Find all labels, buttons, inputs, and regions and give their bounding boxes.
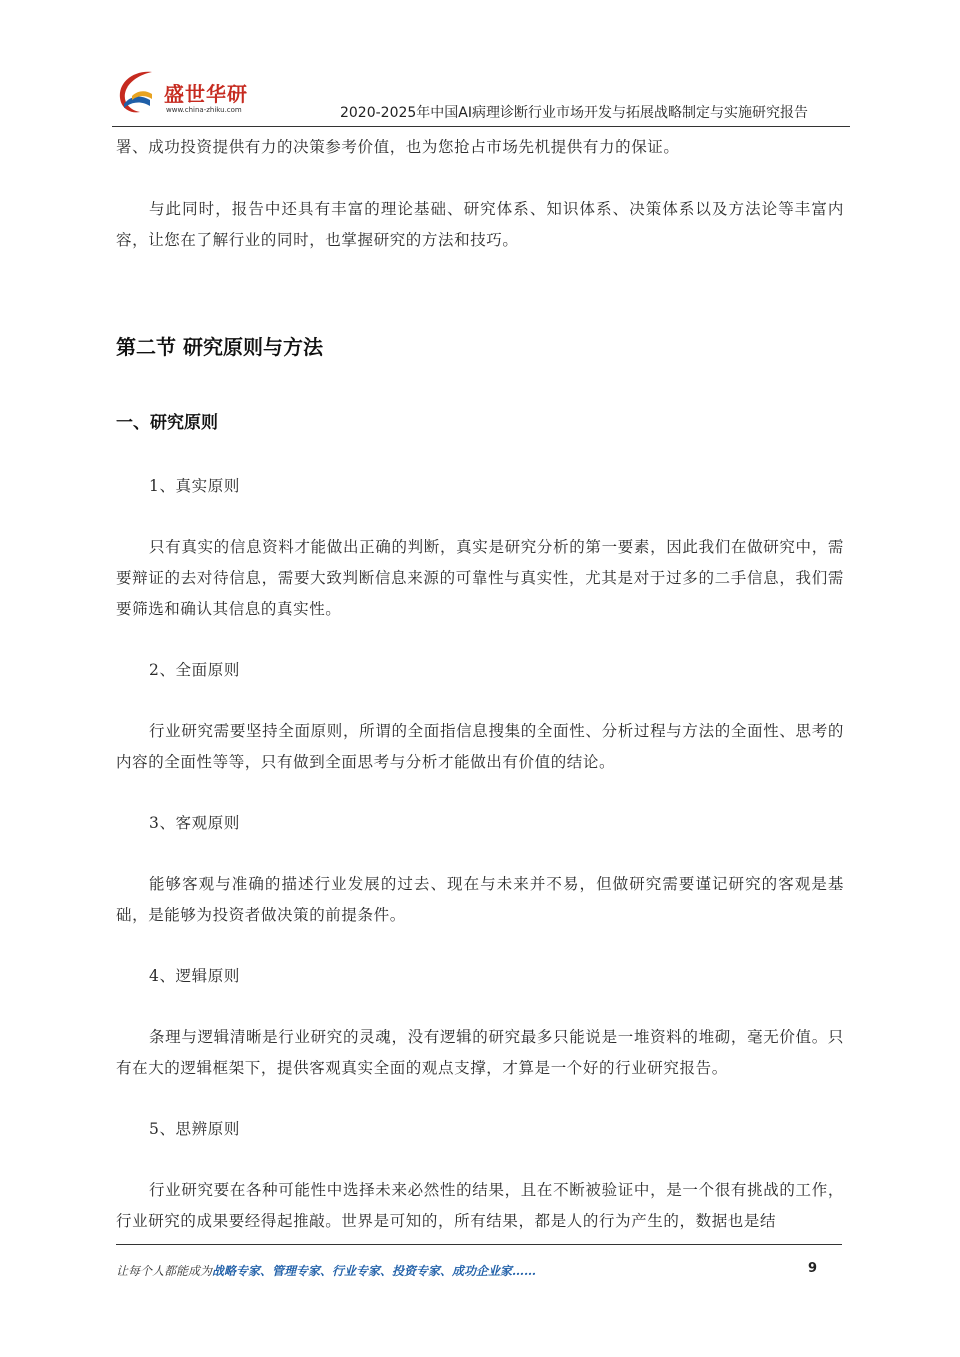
principle-title: 3、客观原则 — [149, 814, 240, 832]
footer-divider — [116, 1244, 842, 1245]
principle-title: 5、思辨原则 — [149, 1120, 240, 1138]
principle-title: 2、全面原则 — [149, 661, 240, 679]
principle-text: 行业研究需要坚持全面原则，所谓的全面指信息搜集的全面性、分析过程与方法的全面性、思考的内容的全面性等等，只有做到全面思考与分析才能做出有价值的结论。 — [116, 722, 844, 771]
logo-text: 盛世华研 — [164, 82, 248, 106]
principle-text: 只有真实的信息资料才能做出正确的判断，真实是研究分析的第一要素，因此我们在做研究中，需要辩证的去对待信息，需要大致判断信息来源的可靠性与真实性，尤其是对于过多的二手信息，我们需要筛选和确认其信息的真实性。 — [116, 538, 844, 618]
principle-text: 行业研究要在各种可能性中选择未来必然性的结果，且在不断被验证中，是一个很有挑战的工作，行业研究的成果要经得起推敲。世界是可知的，所有结果，都是人的行为产生的，数据也是结 — [116, 1181, 844, 1230]
page-content — [116, 132, 844, 1237]
principle-title: 1、真实原则 — [149, 477, 240, 495]
report-title: 2020-2025年中国AI病理诊断行业市场开发与拓展战略制定与实施研究报告 — [339, 105, 808, 121]
subsection-heading: 一、研究原则 — [116, 413, 218, 433]
logo-url: www.china-zhiku.com — [166, 106, 242, 114]
paragraph-continued: 署、成功投资提供有力的决策参考价值，也为您抢占市场先机提供有力的保证。 — [116, 138, 680, 156]
principle-text: 条理与逻辑清晰是行业研究的灵魂，没有逻辑的研究最多只能说是一堆资料的堆砌，毫无价值。只有在大的逻辑框架下，提供客观真实全面的观点支撑，才算是一个好的行业研究报告。 — [116, 1028, 844, 1077]
section-heading: 第二节 研究原则与方法 — [116, 335, 323, 359]
slogan-prefix: 让每个人都能成为 — [116, 1264, 213, 1278]
logo-emblem-icon — [112, 66, 164, 118]
header-divider — [112, 126, 850, 127]
page-header — [112, 62, 850, 126]
principle-text: 能够客观与准确的描述行业发展的过去、现在与未来并不易，但做研究需要谨记研究的客观是基础，是能够为投资者做决策的前提条件。 — [116, 875, 844, 924]
company-logo — [112, 66, 272, 118]
footer-slogan — [116, 1262, 536, 1279]
paragraph-intro: 与此同时，报告中还具有丰富的理论基础、研究体系、知识体系、决策体系以及方法论等丰富内容，让您在了解行业的同时，也掌握研究的方法和技巧。 — [116, 200, 844, 249]
principle-title: 4、逻辑原则 — [149, 967, 240, 985]
slogan-roles: 战略专家、管理专家、行业专家、投资专家、成功企业家…… — [212, 1264, 537, 1278]
page-number: 9 — [808, 1261, 818, 1276]
